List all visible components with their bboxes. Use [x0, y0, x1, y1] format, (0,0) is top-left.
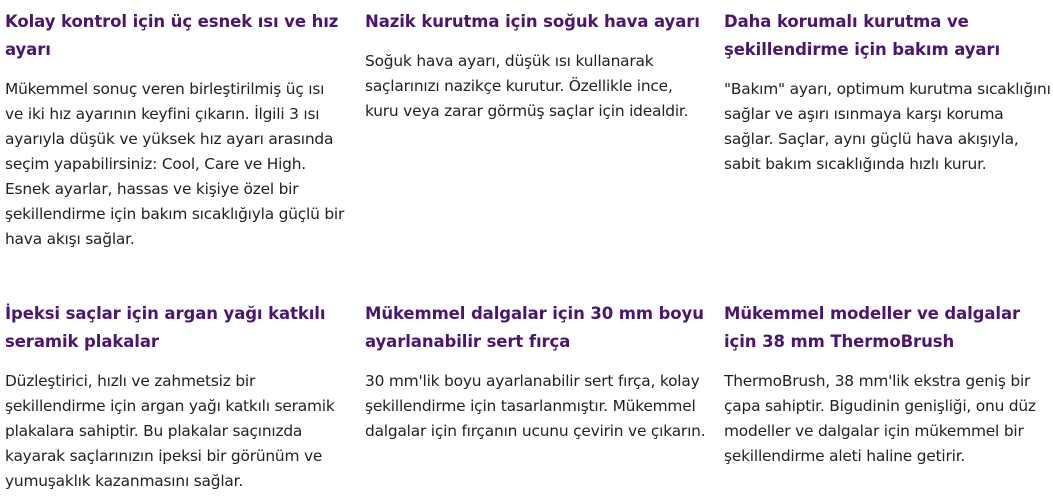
feature-description: "Bakım" ayarı, optimum kurutma sıcaklığını sağlar ve aşırı ısınmaya karşı koruma sağlar. Saçlar, aynı güçlü hava akışıyla, sabit bakım sıcaklığında hızlı kurur.: [724, 80, 1051, 173]
feature-card-bristle-brush: [365, 300, 707, 444]
feature-title: İpeksi saçlar için argan yağı katkılı seramik plakalar: [5, 304, 326, 351]
feature-description: ThermoBrush, 38 mm'lik ekstra geniş bir çapa sahiptir. Bigudinin genişliği, onu düz modeller ve dalgalar için mükemmel bir şekillendirme aleti haline getirir.: [724, 372, 1036, 465]
feature-card-cool-air: [365, 8, 707, 124]
feature-card-thermobrush: [724, 300, 1052, 469]
feature-title: Nazik kurutma için soğuk hava ayarı: [365, 12, 700, 31]
feature-title: Daha korumalı kurutma ve şekillendirme için bakım ayarı: [724, 12, 1001, 59]
feature-title: Kolay kontrol için üç esnek ısı ve hız ayarı: [5, 12, 339, 59]
feature-card-heat-speed-settings: [5, 8, 347, 252]
feature-title: Mükemmel modeller ve dalgalar için 38 mm ThermoBrush: [724, 304, 1021, 351]
feature-description: Soğuk hava ayarı, düşük ısı kullanarak saçlarınızı nazikçe kurutur. Özellikle ince, kuru veya zarar görmüş saçlar için idealdir.: [365, 52, 689, 120]
feature-card-ceramic-plates: [5, 300, 347, 494]
feature-description: Düzleştirici, hızlı ve zahmetsiz bir şekillendirme için argan yağı katkılı seramik plakalara sahiptir. Bu plakalar saçınızda kayarak saçlarınızın ipeksi bir görünüm ve yumuşaklık kazanmasını sağlar.: [5, 372, 335, 490]
feature-title: Mükemmel dalgalar için 30 mm boyu ayarlanabilir sert fırça: [365, 304, 704, 351]
feature-description: 30 mm'lik boyu ayarlanabilir sert fırça, kolay şekillendirme için tasarlanmıştır. Mükemmel dalgalar için fırçanın ucunu çevirin ve çıkarın.: [365, 372, 706, 440]
feature-card-care-setting: [724, 8, 1052, 177]
feature-description: Mükemmel sonuç veren birleştirilmiş üç ısı ve iki hız ayarının keyfini çıkarın. İlgili 3 ısı ayarıyla düşük ve yüksek hız ayarı arasında seçim yapabilirsiniz: Cool, Care ve High. Esnek ayarlar, hassas ve kişiye özel bir şekillendirme için bakım sıcaklığıyla güçlü bir hava akışı sağlar.: [5, 80, 345, 248]
